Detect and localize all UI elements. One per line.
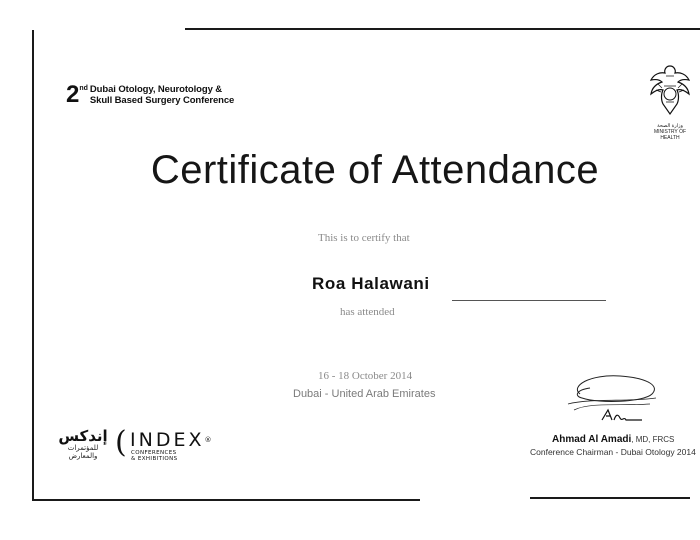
- ministry-emblem: [648, 62, 692, 141]
- certificate-border-bottom: [32, 499, 420, 501]
- certificate-border-left: [32, 30, 34, 500]
- signatory-qualifications: , MD, FRCS: [631, 435, 675, 444]
- conference-name-line2: Skull Based Surgery Conference: [89, 95, 235, 106]
- conference-name-line1: Dubai Otology, Neurotology &: [89, 84, 223, 95]
- ministry-arabic: وزارة الصحة: [657, 123, 683, 129]
- signatory-name: [552, 434, 674, 445]
- certificate-border-top: [185, 28, 700, 30]
- conference-number-suffix: nd: [79, 85, 88, 92]
- index-tagline-line2: & EXHIBITIONS: [131, 456, 178, 462]
- event-dates: 16 - 18 October 2014: [318, 370, 413, 382]
- certificate-border-bottom-right: [530, 497, 690, 499]
- signature-image: [560, 372, 670, 434]
- index-registered: ®: [204, 436, 212, 444]
- index-tagline-line1: CONFERENCES: [131, 450, 177, 456]
- attended-text: has attended: [340, 306, 395, 318]
- certify-text: This is to certify that: [318, 232, 410, 244]
- recipient-name: Roa Halawani: [312, 274, 430, 293]
- signatory-role: Conference Chairman - Dubai Otology 2014: [530, 447, 696, 457]
- ministry-english: MINISTRY OF HEALTH: [653, 129, 687, 141]
- event-location: Dubai - United Arab Emirates: [293, 388, 436, 400]
- index-arabic-name: إندكس: [58, 427, 108, 445]
- index-arabic-sub: للمؤتمرات والمعارض: [67, 444, 99, 460]
- uae-falcon-emblem-icon: [648, 62, 692, 118]
- index-logo: [130, 430, 211, 450]
- index-bracket-icon: (: [115, 425, 127, 460]
- conference-logo: [66, 81, 235, 108]
- index-brand: INDEX: [130, 429, 205, 451]
- conference-number: 2: [66, 81, 80, 108]
- certificate-title: Certificate of Attendance: [150, 148, 600, 192]
- index-tagline: [131, 450, 178, 462]
- signatory-name-text: Ahmad Al Amadi: [552, 434, 632, 445]
- conference-name: [90, 84, 234, 106]
- name-underline: [452, 300, 606, 301]
- index-arabic-logo: [56, 428, 110, 460]
